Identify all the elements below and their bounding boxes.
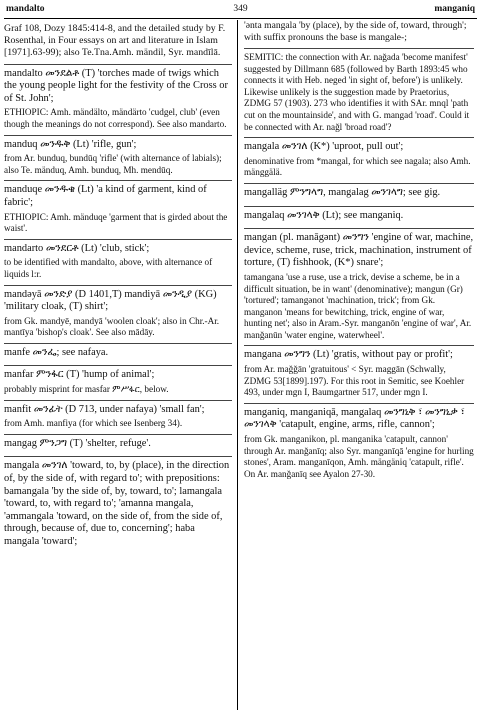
dictionary-entry	[244, 346, 474, 403]
header-right-keyword: manganiq	[434, 4, 475, 14]
entry-body: from Gk. manganikon, pl. manganika 'catapult, cannon' through Ar. manğanīq; also Syr. manganīqā 'engine for hurling stones', Aram. manganīqon, Amh. mängäniq 'catapult, rifle'. On Ar. manğanīq see Ayalon 27-30.	[244, 434, 474, 479]
entry-headword: mangala መንገለ (K*) 'uproot, pull out';	[244, 141, 404, 153]
entry-body: denominative from *mangal, for which see nagala; also Amh. mänggälä.	[244, 155, 471, 178]
entry-headword: mangalaq መንገላቅ (Lt); see manganiq.	[244, 209, 404, 221]
entry-headword: mandarto መንደርቶ (Lt) 'club, stick';	[4, 242, 150, 254]
entry-headword: mandəyā መንድያ (D 1401,T) mandiyā መንዲያ (KG) 'military cloak, (T) shirt';	[4, 288, 217, 313]
entry-body: ETHIOPIC: Amh. mänduqe 'garment that is girded about the waist'.	[4, 211, 228, 234]
page-number: 349	[233, 4, 248, 14]
dictionary-entry	[244, 404, 474, 485]
entry-body: from Ar. bunduq, bundūq 'rifle' (with alternance of labials); also Te. mänduq, Amh. bunduq, Mh. mendūq.	[4, 153, 222, 175]
running-header	[4, 4, 477, 19]
entry-headword: mangag ምንጋግ (T) 'shelter, refuge'.	[4, 437, 151, 449]
dictionary-entry	[4, 401, 232, 435]
entry-headword: mangalläg ምንግላግ, mangalag መንገላግ; see gig.	[244, 186, 441, 198]
dictionary-entry	[4, 240, 232, 286]
dictionary-entry	[244, 49, 474, 138]
dictionary-entry	[4, 435, 232, 458]
column-divider	[237, 20, 238, 710]
dictionary-entry	[4, 181, 232, 239]
dictionary-entry	[4, 457, 232, 554]
left-column	[4, 20, 232, 708]
entry-headword: manfit መንፊት (D 713, under nafaya) 'small fan';	[4, 403, 205, 415]
entry-headword: manfe መንፌ; see nafaya.	[4, 346, 109, 358]
entry-body: probably misprint for masfar ምሥፋር, below.	[4, 384, 169, 395]
dictionary-entry	[244, 184, 474, 207]
entry-headword: manfar ምንፋር (T) 'hump of animal';	[4, 369, 155, 381]
right-column	[244, 20, 474, 708]
dictionary-entry	[4, 344, 232, 367]
entry-headword: manduqe መንዱቄ (Lt) 'a kind of garment, kind of fabric';	[4, 184, 207, 208]
dictionary-entry	[4, 65, 232, 136]
entry-headword: mangan (pl. manāgənt) መንግን 'engine of war, machine, device, scheme, ruse, trick, machination, instrument of torture, (T) fishhook, (K*) snare';	[244, 232, 474, 269]
entry-headword: manduq መንዱቅ (Lt) 'rifle, gun';	[4, 138, 137, 150]
entry-headword: mandalto መንደልቶ (T) 'torches made of twigs which the young people light for the festivity of the Cross or of St. John';	[4, 67, 228, 104]
dictionary-entry	[4, 286, 232, 344]
entry-body: SEMITIC: the connection with Ar. nağada 'become manifest' suggested by Dillmann 685 (followed by Barth 1893:45 who connects it with Heb. neged 'in sight of, before') is unlikely. Likewise unlikely is the suggestion made by Praetorius, ZDMG 57 (1903). 273 who identifies it with SAr. mnql 'path cut on the mountainside', and with G. mangad 'road'. Could it be connected with Ar. nağl 'broad road'?	[244, 52, 470, 132]
dictionary-entry	[244, 207, 474, 230]
dictionary-entry	[4, 20, 232, 65]
entry-body: Graf 108, Dozy 1845:414-8, and the detailed study by F. Rosenthal, in Four essays on art and literature in Islam [1971].63-99); also Te.Tna.Amh. mändil, Syr. mandīlā.	[4, 23, 226, 59]
dictionary-entry	[4, 136, 232, 182]
header-left-keyword: mandalto	[6, 4, 45, 14]
entry-body: tamangana 'use a ruse, use a trick, devise a scheme, be in a difficult situation, be in want' (denominative); məngun (Gr) 'tortured'; tamangənot 'machination, trick'; from Gk. manganon 'means for bewitching, trick, engine of war, hunting net'; also in Aram.-Syr. manganōn 'engine of war', Ar. manğanūn 'water engine, waterwheel'.	[244, 271, 472, 340]
entry-headword: manganiq, manganiqā, mangalaq መንግኒቅ ፣ መንግኒቃ ፣ መንገላቅ 'catapult, engine, arms, rifle, cannon';	[244, 406, 465, 431]
entry-body: from Ar. mağğān 'gratuitous' < Syr. maggān (Schwally, ZDMG 53[1899].197). For this root in Semitic, see Koehler 493, under mgn I, Baumgartner 517, under mgn I.	[244, 364, 465, 398]
entry-body: ETHIOPIC: Amh. mändälto, mändärto 'cudgel, club' (even though the meanings do not correspond). See also mandarto.	[4, 107, 227, 129]
entry-body: to be identified with mandalto, above, with alternance of liquids l:r.	[4, 257, 213, 279]
entry-body: from Gk. mandyē, mandyā 'woolen cloak'; also in Chr.-Ar. mantīya 'bishop's cloak'. See also mādāy.	[4, 315, 220, 338]
entry-body: from Amh. manfiya (for which see Isenberg 34).	[4, 418, 183, 429]
entry-headword: mangana መንግን (Lt) 'gratis, without pay or profit';	[244, 349, 453, 361]
dictionary-entry	[244, 229, 474, 346]
dictionary-entry	[4, 366, 232, 400]
entry-continuation: 'ənta mangala 'by (place), by the side of, toward, through'; with suffix pronouns the base is mangale-;	[244, 20, 474, 49]
dictionary-entry	[244, 138, 474, 184]
entry-headword: mangala መንገለ 'toward, to, by (place), in the direction of, by the side of, with regard to'; with prepositions: bamangala 'by the side of, by, toward, to'; lamangala 'toward, to, with regard to'; 'amanna mangala, 'əmmangala 'toward, on the side of, from the side of, through, because of, due to, concerning'; haba mangala 'toward';	[4, 460, 230, 548]
